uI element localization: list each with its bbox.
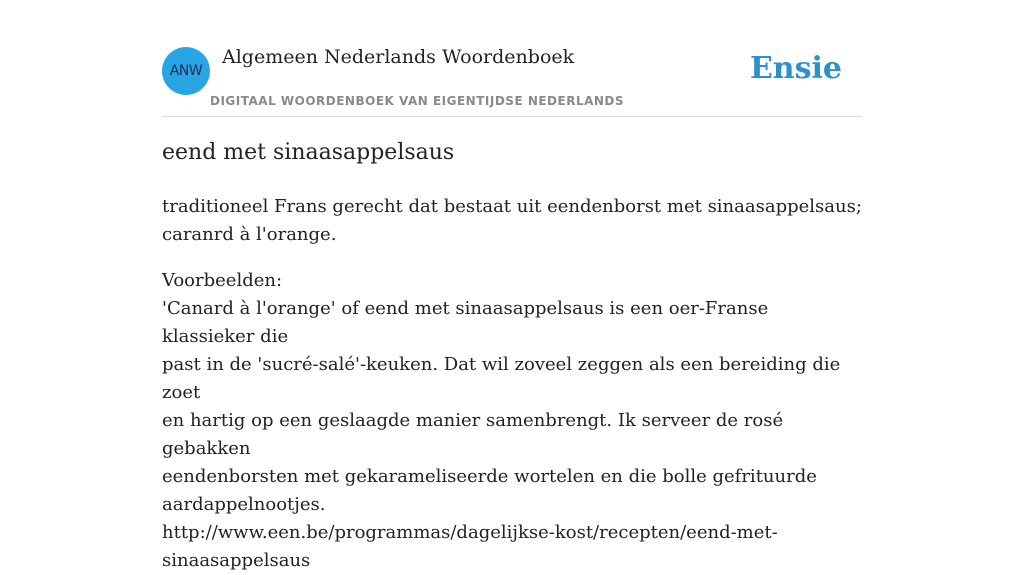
examples-label: Voorbeelden: (162, 270, 283, 291)
entry-title: eend met sinaasappelsaus (162, 140, 455, 165)
example-text-line: eendenborsten met gekarameliseerde wortelen en die bolle gefrituurde (162, 466, 817, 487)
entry-definition (162, 193, 862, 249)
site-title[interactable]: Algemeen Nederlands Woordenboek (222, 46, 575, 68)
example-text-line: aardappelnootjes. (162, 494, 326, 515)
ensie-logo[interactable]: Ensie (749, 51, 842, 86)
page (162, 0, 862, 571)
site-header (162, 0, 862, 117)
example-text-line: past in de 'sucré-salé'-keuken. Dat wil zoveel zeggen als een bereiding die zoet (162, 354, 841, 403)
anw-logo[interactable]: ANW (162, 47, 210, 95)
example-text-line: en hartig op een geslaagde manier samenbrengt. Ik serveer de rosé gebakken (162, 410, 784, 459)
example-source-url: http://www.een.be/programmas/dagelijkse-kost/recepten/eend-met- (162, 522, 778, 543)
examples-section (162, 267, 862, 575)
example-source-url: sinaasappelsaus (162, 550, 311, 571)
example-text-line: 'Canard à l'orange' of eend met sinaasappelsaus is een oer-Franse klassieker die (162, 298, 769, 347)
site-subtitle: DIGITAAL WOORDENBOEK VAN EIGENTIJDSE NEDERLANDS (210, 94, 625, 108)
definition-line: traditioneel Frans gerecht dat bestaat uit eendenborst met sinaasappelsaus; (162, 196, 862, 217)
definition-line: caranrd à l'orange. (162, 224, 337, 245)
